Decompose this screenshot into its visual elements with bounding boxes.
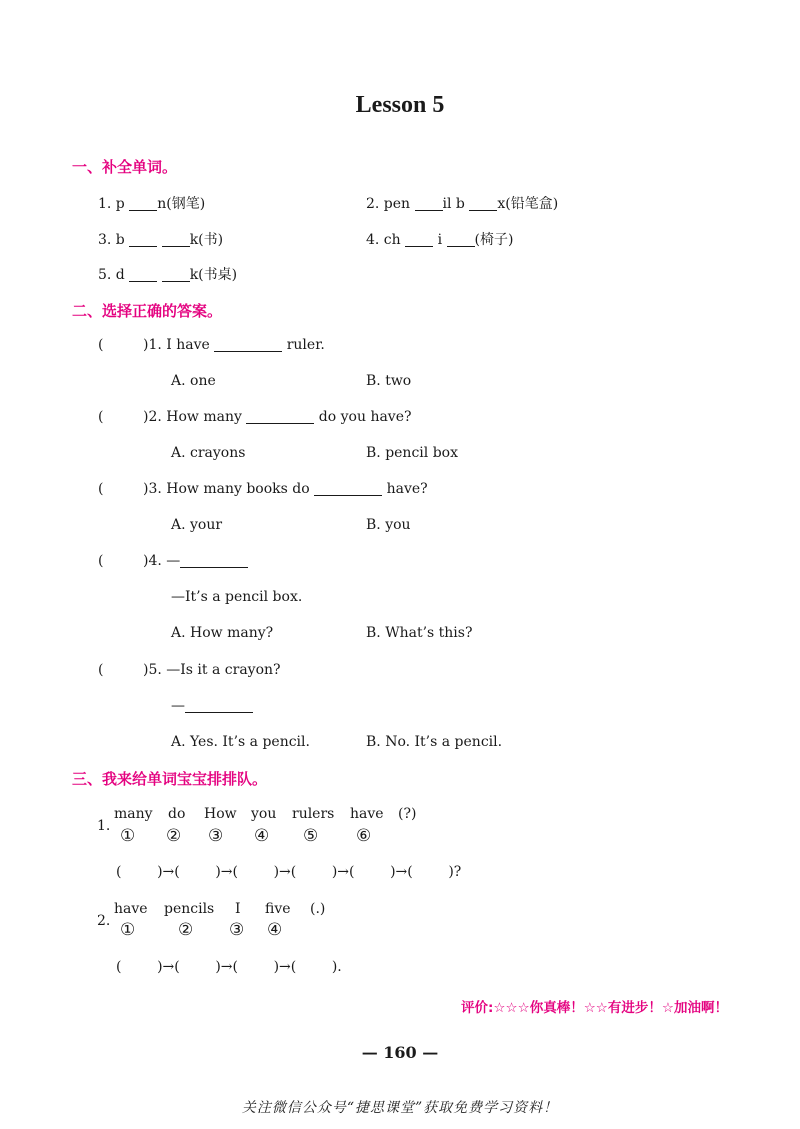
fill-blank[interactable] — [405, 232, 433, 247]
fill-item-3-suffix: k(书) — [189, 232, 224, 248]
question-blank[interactable] — [185, 698, 253, 713]
question-4-text: )4. — — [143, 553, 181, 569]
question-3-text: )3. How many books do — [143, 481, 310, 497]
fill-blank[interactable] — [129, 267, 157, 282]
order-q1-punct: (?) — [398, 806, 417, 822]
question-blank[interactable] — [246, 409, 314, 424]
order-q2-word: I — [235, 901, 241, 917]
question-3 — [143, 481, 428, 497]
fill-blank[interactable] — [129, 232, 157, 247]
fill-item-3-prefix: 3. b — [98, 232, 125, 248]
order-q2-word: have — [114, 901, 148, 917]
question-5-dash: — — [171, 698, 185, 714]
evaluation-line: 评价:☆☆☆你真棒！☆☆有进步！☆加油啊！ — [460, 1000, 728, 1016]
order-q1-word: do — [168, 806, 186, 822]
section3-heading: 三、我来给单词宝宝排排队。 — [72, 770, 268, 788]
fill-item-1-prefix: 1. p — [98, 196, 125, 212]
question-5-option-a[interactable]: A. Yes. It’s a pencil. — [171, 734, 310, 750]
question-2-tail: do you have? — [318, 409, 412, 425]
order-q2-mark: ② — [178, 920, 194, 940]
order-q1-mark: ⑤ — [303, 826, 319, 846]
question-4-reply: —It’s a pencil box. — [171, 589, 303, 605]
fill-blank[interactable] — [469, 196, 497, 211]
fill-item-5-suffix: k(书桌) — [189, 267, 238, 283]
section2-heading: 二、选择正确的答案。 — [72, 302, 223, 320]
order-q2-answer[interactable]: ( )→( )→( )→( ). — [116, 959, 342, 975]
question-blank[interactable] — [180, 553, 248, 568]
question-3-option-a[interactable]: A. your — [171, 517, 223, 533]
question-1-tail: ruler. — [286, 337, 325, 353]
order-q2-mark: ③ — [229, 920, 245, 940]
section1-heading: 一、补全单词。 — [72, 158, 178, 176]
fill-item-2-middle: il b — [442, 196, 465, 212]
order-q1-mark: ④ — [254, 826, 270, 846]
fill-item-2 — [366, 193, 558, 213]
order-q1-word: many — [114, 806, 153, 822]
choice-paren-3[interactable]: ( — [98, 481, 104, 497]
question-blank[interactable] — [214, 337, 282, 352]
order-q1-word: How — [204, 806, 237, 822]
question-4 — [143, 553, 248, 569]
fill-item-2-prefix: 2. pen — [366, 196, 411, 212]
order-q1-mark: ② — [166, 826, 182, 846]
fill-item-4 — [366, 229, 513, 249]
order-q2-mark: ① — [120, 920, 136, 940]
fill-blank[interactable] — [162, 232, 190, 247]
question-1-text: )1. I have — [143, 337, 210, 353]
fill-item-4-prefix: 4. ch — [366, 232, 401, 248]
fill-item-3 — [98, 229, 223, 249]
order-q2-word: pencils — [164, 901, 215, 917]
fill-item-5-prefix: 5. d — [98, 267, 125, 283]
question-2 — [143, 409, 412, 425]
question-blank[interactable] — [314, 481, 382, 496]
fill-blank[interactable] — [447, 232, 475, 247]
question-5-reply — [171, 698, 253, 714]
footer-note: 关注微信公众号“捷思课堂”获取免费学习资料！ — [241, 1100, 559, 1116]
fill-blank[interactable] — [415, 196, 443, 211]
order-q1-word: you — [251, 806, 277, 822]
order-q1-mark: ③ — [208, 826, 224, 846]
choice-paren-5[interactable]: ( — [98, 662, 104, 678]
order-q1-mark: ① — [120, 826, 136, 846]
question-5-option-b[interactable]: B. No. It’s a pencil. — [366, 734, 503, 750]
order-q2-punct: (.) — [310, 901, 326, 917]
fill-blank[interactable] — [162, 267, 190, 282]
question-3-tail: have? — [386, 481, 428, 497]
question-4-option-b[interactable]: B. What’s this? — [366, 625, 473, 641]
fill-item-2-suffix: x(铅笔盒) — [497, 196, 559, 212]
choice-paren-4[interactable]: ( — [98, 553, 104, 569]
question-2-option-a[interactable]: A. crayons — [171, 445, 246, 461]
order-q1-word: rulers — [292, 806, 335, 822]
fill-item-4-suffix: (椅子) — [474, 232, 514, 248]
question-3-option-b[interactable]: B. you — [366, 517, 411, 533]
question-1-option-b[interactable]: B. two — [366, 373, 412, 389]
order-q2-mark: ④ — [267, 920, 283, 940]
question-5-text: )5. —Is it a crayon? — [143, 662, 281, 678]
order-q1-answer[interactable]: ( )→( )→( )→( )→( )→( )? — [116, 864, 462, 880]
question-4-option-a[interactable]: A. How many? — [171, 625, 274, 641]
order-q2-number: 2. — [97, 913, 111, 929]
page-title: Lesson 5 — [355, 92, 445, 118]
choice-paren-1[interactable]: ( — [98, 337, 104, 353]
fill-item-1-suffix: n(钢笔) — [157, 196, 206, 212]
order-q1-word: have — [350, 806, 384, 822]
fill-blank[interactable] — [129, 196, 157, 211]
order-q1-number: 1. — [97, 818, 111, 834]
fill-item-5 — [98, 264, 237, 284]
fill-item-1 — [98, 193, 205, 213]
question-1 — [143, 337, 325, 353]
question-2-option-b[interactable]: B. pencil box — [366, 445, 458, 461]
question-1-option-a[interactable]: A. one — [171, 373, 216, 389]
order-q2-word: five — [265, 901, 291, 917]
fill-item-4-middle: i — [437, 232, 443, 248]
page-number: — 160 — — [361, 1043, 439, 1062]
order-q1-mark: ⑥ — [356, 826, 372, 846]
question-2-text: )2. How many — [143, 409, 242, 425]
choice-paren-2[interactable]: ( — [98, 409, 104, 425]
